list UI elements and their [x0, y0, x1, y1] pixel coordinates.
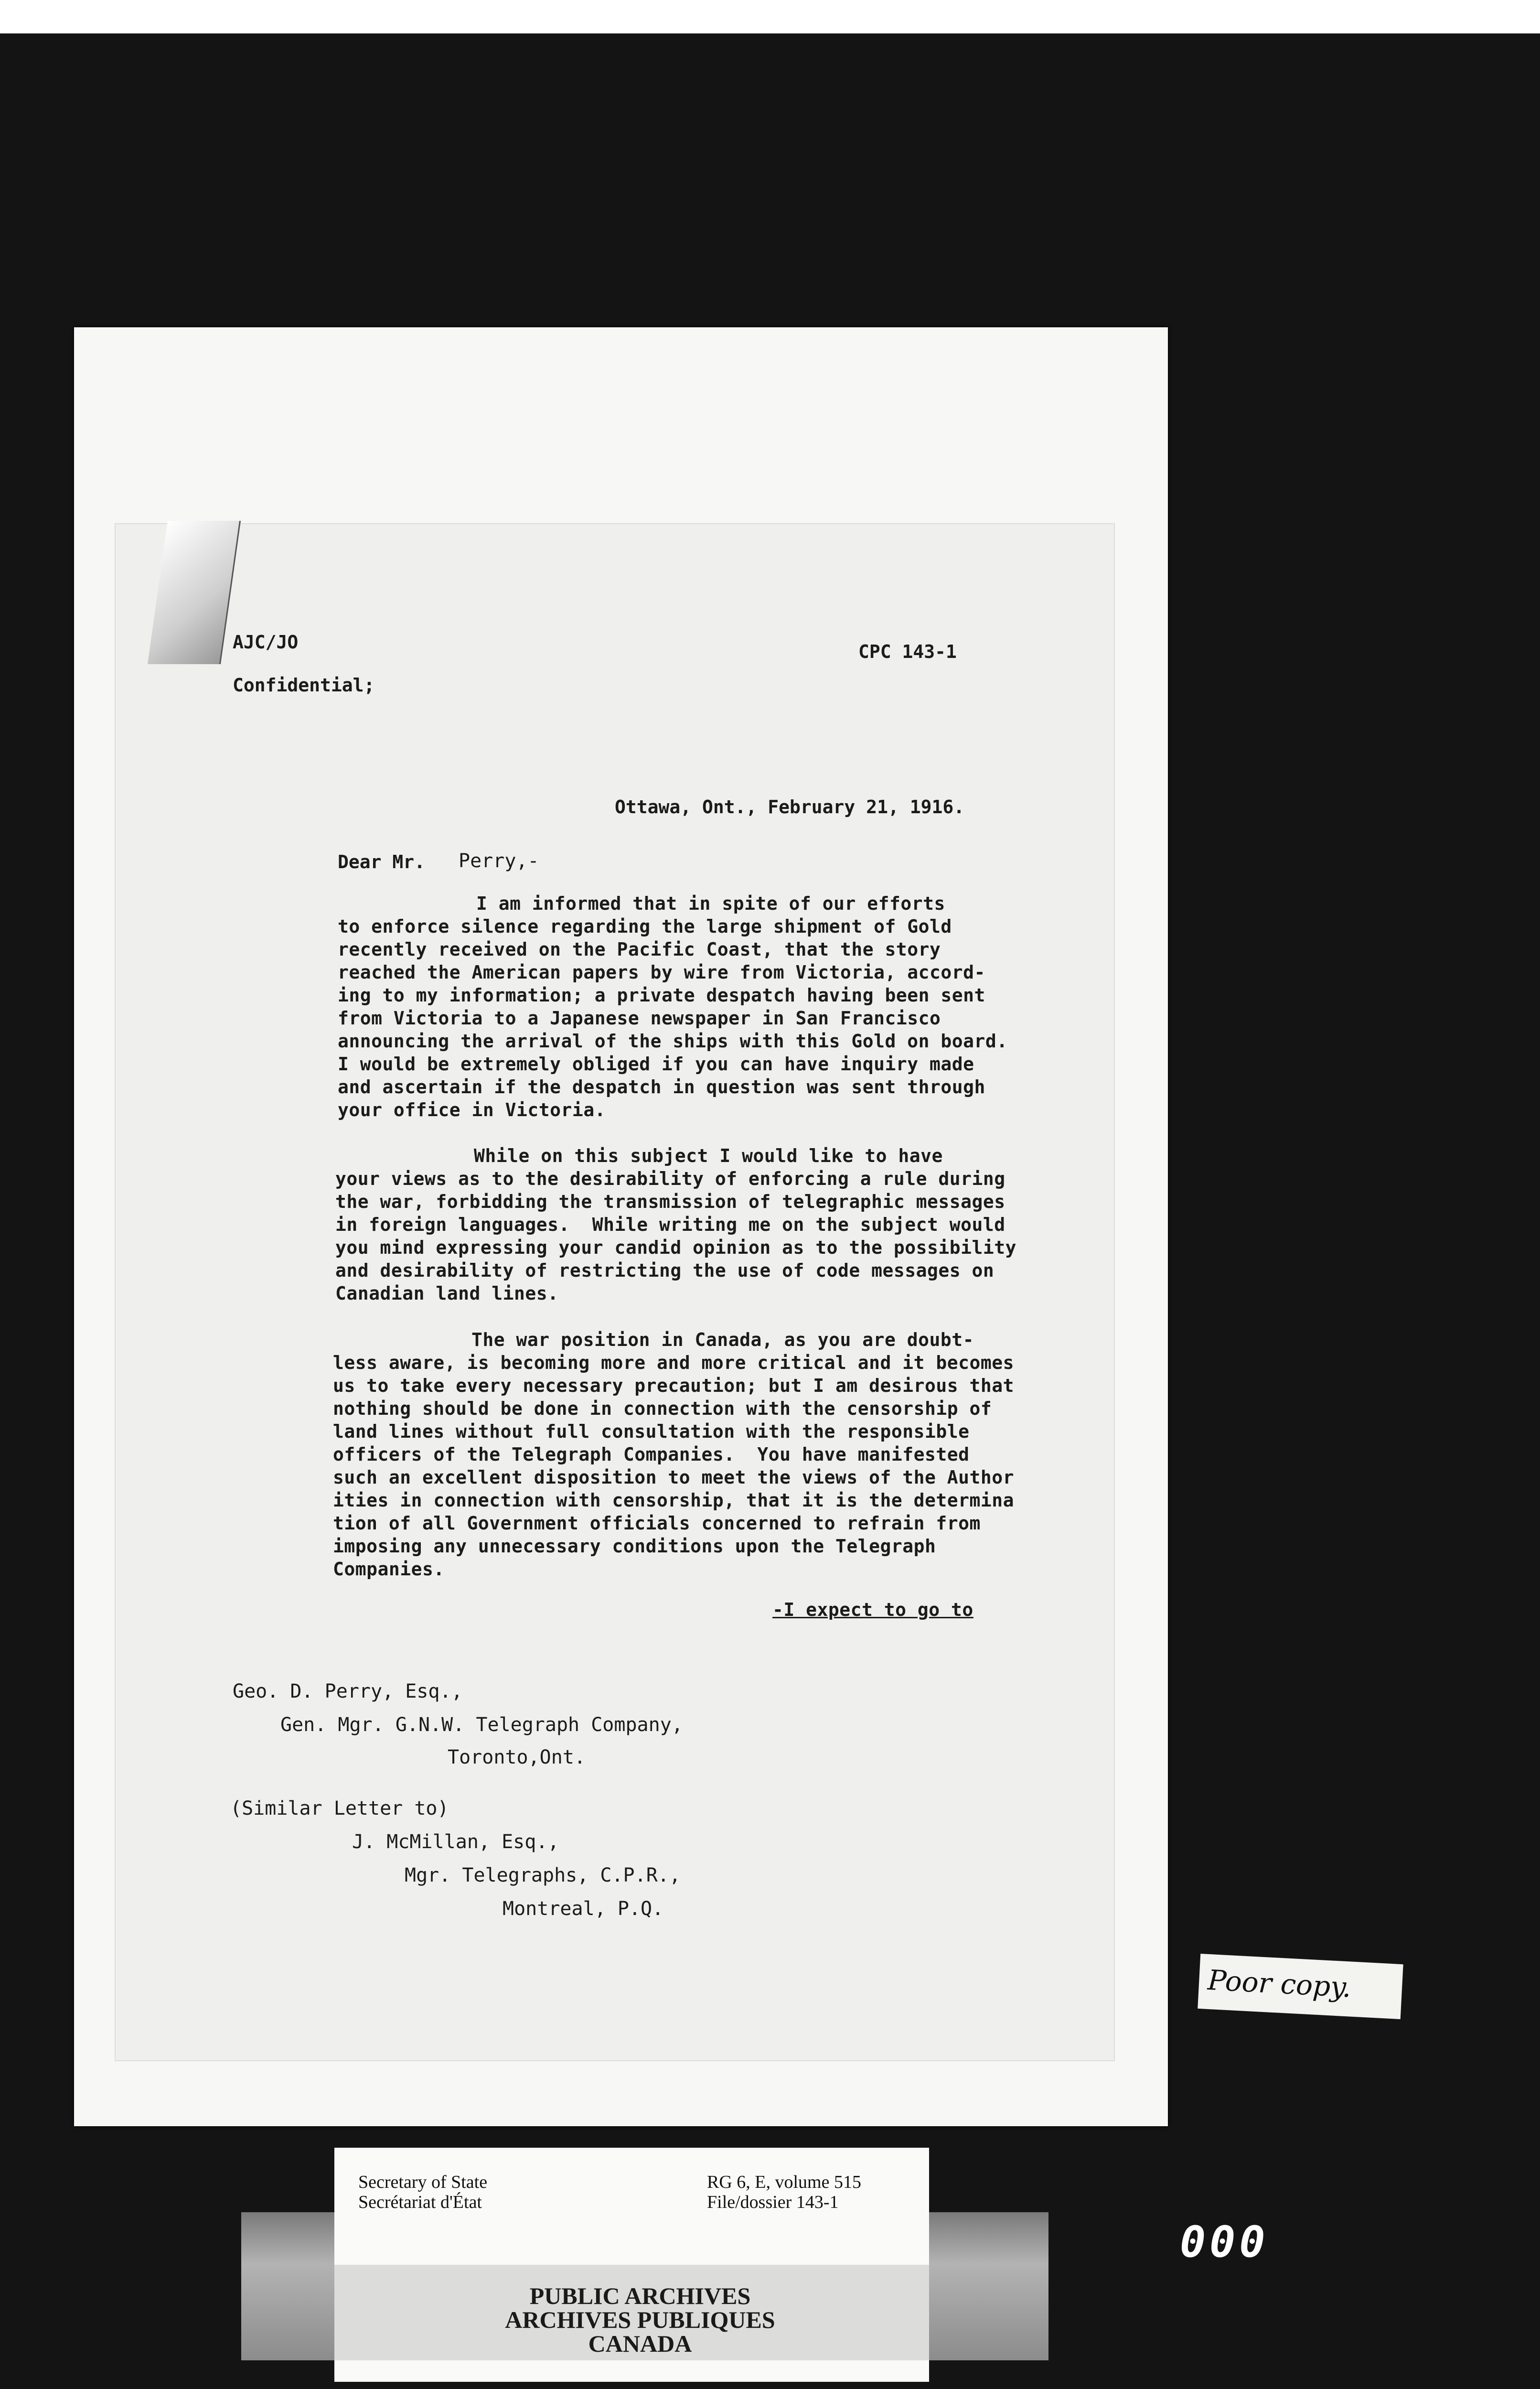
- classification: Confidential;: [233, 675, 375, 696]
- salutation-name: Perry,-: [459, 850, 539, 872]
- archives-line-1: PUBLIC ARCHIVES: [529, 2282, 751, 2309]
- similar-city: Montreal, P.Q.: [503, 1898, 664, 1920]
- paragraph-3-line: officers of the Telegraph Companies. You have manifested: [333, 1444, 970, 1465]
- department-en: Secretary of State: [358, 2172, 488, 2192]
- poor-copy-text: Poor copy.: [1207, 1963, 1352, 2004]
- file-reference: CPC 143-1: [858, 641, 957, 662]
- paragraph-3-line: nothing should be done in connection with the censorship of: [333, 1398, 992, 1419]
- paragraph-3-line: The war position in Canada, as you are doubt-: [471, 1329, 974, 1350]
- frame-counter-digits: 000: [1180, 2217, 1269, 2267]
- paragraph-3-line: imposing any unnecessary conditions upon the Telegraph: [333, 1536, 936, 1557]
- paragraph-1-line: your office in Victoria.: [338, 1099, 606, 1120]
- department-fr: Secrétariat d'État: [358, 2192, 482, 2212]
- archives-line-2: ARCHIVES PUBLIQUES: [505, 2306, 775, 2333]
- date-line: Ottawa, Ont., February 21, 1916.: [615, 796, 965, 818]
- archives-line-3: CANADA: [588, 2330, 692, 2357]
- paragraph-2-line: the war, forbidding the transmission of telegraphic messages: [335, 1191, 1005, 1212]
- file-number: File/dossier 143-1: [707, 2192, 839, 2212]
- paragraph-3-line: ities in connection with censorship, that it is the determina: [333, 1490, 1015, 1511]
- addressee-name: Geo. D. Perry, Esq.,: [233, 1680, 463, 1702]
- public-archives-stamp: [401, 2284, 879, 2356]
- paragraph-1-line: and ascertain if the despatch in question was sent through: [338, 1076, 985, 1098]
- paragraph-2-line: and desirability of restricting the use of code messages on: [335, 1260, 995, 1281]
- paragraph-3-line: such an excellent disposition to meet the views of the Author: [333, 1467, 1015, 1488]
- similar-name: J. McMillan, Esq.,: [352, 1831, 559, 1853]
- similar-letter-note: (Similar Letter to): [230, 1797, 449, 1819]
- similar-title: Mgr. Telegraphs, C.P.R.,: [405, 1864, 681, 1886]
- paragraph-3-line: less aware, is becoming more and more critical and it becomes: [333, 1352, 1015, 1373]
- addressee-title: Gen. Mgr. G.N.W. Telegraph Company,: [280, 1714, 683, 1736]
- continuation-line: -I expect to go to: [772, 1599, 973, 1620]
- paragraph-2-line: While on this subject I would like to have: [474, 1145, 943, 1166]
- paragraph-1-line: reached the American papers by wire from Victoria, accord-: [338, 962, 985, 983]
- paragraph-1-line: announcing the arrival of the ships with this Gold on board.: [338, 1031, 1008, 1052]
- paragraph-1-line: to enforce silence regarding the large shipment of Gold: [338, 916, 952, 937]
- paragraph-2-line: your views as to the desirability of enforcing a rule during: [335, 1168, 1005, 1189]
- addressee-city: Toronto,Ont.: [448, 1746, 586, 1768]
- paragraph-1-line: from Victoria to a Japanese newspaper in San Francisco: [338, 1008, 941, 1029]
- paragraph-1-line: I am informed that in spite of our efforts: [476, 893, 945, 914]
- paragraph-2-line: Canadian land lines.: [335, 1283, 559, 1304]
- paragraph-3-line: us to take every necessary precaution; but I am desirous that: [333, 1375, 1015, 1396]
- paragraph-2-line: in foreign languages. While writing me on the subject would: [335, 1214, 1005, 1235]
- poor-copy-note: [1198, 1954, 1403, 2019]
- paragraph-3-line: Companies.: [333, 1559, 445, 1580]
- letter-page: [115, 523, 1115, 2061]
- frame-counter: [1180, 2217, 1323, 2267]
- paragraph-3-line: land lines without full consultation with the responsible: [333, 1421, 970, 1442]
- record-group: RG 6, E, volume 515: [707, 2172, 861, 2192]
- letter-initials: AJC/JO: [233, 632, 299, 653]
- paragraph-1-line: I would be extremely obliged if you can have inquiry made: [338, 1054, 974, 1075]
- paragraph-1-line: recently received on the Pacific Coast, that the story: [338, 939, 941, 960]
- salutation: Dear Mr.: [338, 851, 426, 872]
- paragraph-2-line: you mind expressing your candid opinion as to the possibility: [335, 1237, 1017, 1258]
- paragraph-3-line: tion of all Government officials concerned to refrain from: [333, 1513, 981, 1534]
- paragraph-1-line: ing to my information; a private despatch having been sent: [338, 985, 985, 1006]
